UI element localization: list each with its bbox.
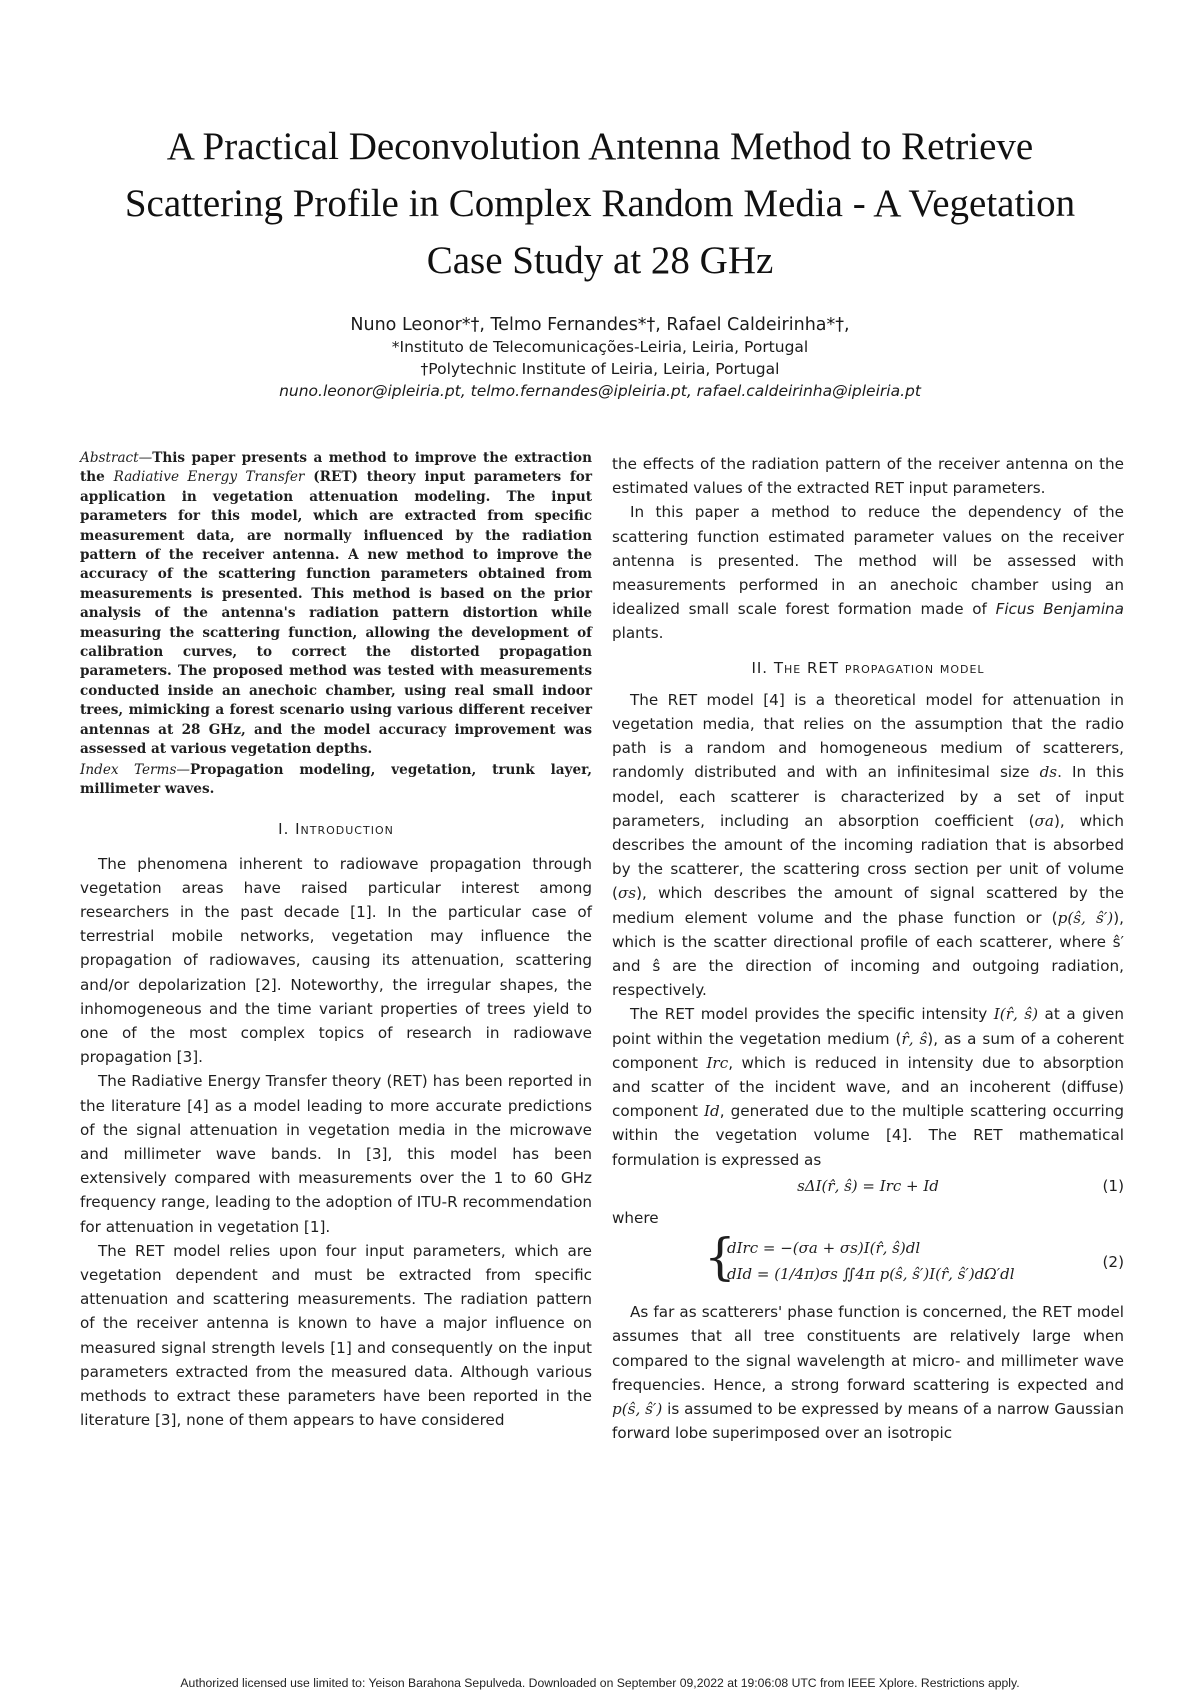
ret-p1-e: ), which is the scatter directional profile of each scatterer, where ŝ′ and ŝ are the direction of incoming and outgoing radiation, respectively. (612, 908, 1124, 1000)
abstract-ital: Radiative Energy Transfer (113, 469, 305, 486)
ret-p2-a: The RET model provides the specific intensity (630, 1005, 994, 1024)
intro-paragraph-4 (612, 500, 1124, 645)
abstract (80, 449, 592, 760)
section-heading-introduction: I. Introduction (278, 820, 394, 839)
ret-p1-sigma-s: σs (617, 884, 637, 903)
intro-paragraph-2: The Radiative Energy Transfer theory (RET) has been reported in the literature [4] as a model leading to more accurate predictions of the signal attenuation in vegetation media in the microwave and millimeter wave bands. In [3], this model has been extensively compared with measurements over the 1 to 60 GHz frequency range, leading to the adoption of ITU-R recommendation for attenuation in vegetation [1]. (80, 1072, 592, 1236)
affiliation-2: †Polytechnic Institute of Leiria, Leiria, Portugal (420, 360, 780, 378)
ret-p1-b: . In this model, each scatterer is characterized by a set of input parameters, including an absorption coefficient ( (612, 763, 1124, 830)
affiliation-1: *Instituto de Telecomunicações-Leiria, Leiria, Portugal (391, 338, 809, 356)
ret-p2-intensity: I(r̂, ŝ) (993, 1005, 1039, 1024)
ret-p1-a: The RET model [4] is a theoretical model for attenuation in vegetation media, that relies on the assumption that the radio path is a random and homogeneous medium of scatterers, randomly distributed and with an infinitesimal size (612, 690, 1124, 782)
ret-p2-rs: r̂, ŝ (901, 1029, 928, 1048)
equation-2 (612, 1228, 1124, 1292)
index-terms-label: Index Terms— (80, 761, 191, 778)
equation-1-number: (1) (1102, 1176, 1124, 1195)
index-terms-text: Propagation modeling, vegetation, trunk layer, millimeter waves. (80, 761, 592, 797)
equation-2-line-1: dIrc = −(σa + σs)I(r̂, ŝ)dl (727, 1239, 921, 1258)
intro-p4-species: Ficus Benjamina (995, 600, 1124, 619)
ret-p2-id: Id (703, 1102, 720, 1121)
intro-paragraph-1: The phenomena inherent to radiowave propagation through vegetation areas have raised particular interest among researchers in the past decade [1]. In the particular case of terrestrial mobile networks, vegetation may influence the propagation of radiowaves, causing its attenuation, scattering and/or depolarization [2]. Noteworthy, the irregular shapes, the inhomogeneous and the time variant properties of trees yield to one of the most complex topics of research in radiowave propagation [3]. (80, 854, 592, 1067)
ret-p2-irc: Irc (706, 1053, 729, 1072)
author-names: Nuno Leonor*†, Telmo Fernandes*†, Rafael Caldeirinha*†, (350, 315, 850, 335)
equation-1 (612, 1174, 1124, 1204)
ret-p2-b: at a given point within the vegetation medium ( (612, 1005, 1125, 1048)
ret-paragraph-3 (612, 1300, 1124, 1445)
license-footer: Authorized licensed use limited to: Yeison Barahona Sepulveda. Downloaded on September 09,2022 at 19:06:08 UTC from IEEE Xplore. Restrictions apply. (180, 1676, 1020, 1690)
ret-p2-d: , which is reduced in intensity due to absorption and scatter of the incident wave, and an incoherent (diffuse) component (612, 1053, 1125, 1121)
where-label: where (612, 1208, 659, 1227)
paper-title: A Practical Deconvolution Antenna Method to Retrieve Scattering Profile in Complex Random Media - A Vegetation Case Study at 28 GHz (124, 125, 1076, 282)
ret-p1-sigma-a: σa (1034, 811, 1054, 830)
ret-p3-b: is assumed to be expressed by means of a narrow Gaussian forward lobe superimposed over an isotropic (612, 1399, 1124, 1443)
ret-p2-e: , generated due to the multiple scattering occurring within the vegetation volume [4]. The RET mathematical formulation is expressed as (612, 1102, 1124, 1169)
right-column (612, 452, 1124, 1445)
ret-p1-d: ), which describes the amount of signal scattered by the medium element volume and the phase function or ( (612, 884, 1124, 927)
author-block (90, 314, 1110, 402)
abstract-text-1: This paper presents a method to improve the extraction the (80, 450, 592, 486)
intro-paragraph-3: The RET model relies upon four input parameters, which are vegetation dependent and must be extracted from specific attenuation and scattering measurements. The radiation pattern of the receiver antenna is known to have a major influence on measured signal strength levels [1] and consequently on the input parameters extracted from the measured data. Although various methods to extract these parameters have been reported in the literature [3], none of them appears to have considered (80, 1241, 592, 1430)
equation-1-expr: sΔI(r̂, ŝ) = Irc + Id (797, 1176, 939, 1195)
ret-p3-a: As far as scatterers' phase function is concerned, the RET model assumes that all tree constituents are relatively large when compared to the signal wavelength at micro- and millimeter wave frequencies. Hence, a strong forward scattering is expected and (612, 1303, 1124, 1394)
equation-2-number: (2) (1102, 1253, 1124, 1272)
intro-p4-text: In this paper a method to reduce the dependency of the scattering function estimated parameter values on the receiver antenna is presented. The method will be assessed with measurements performed in an anechoic chamber using an idealized small scale forest formation made of (612, 503, 1124, 619)
equation-2-line-2: dId = (1/4π)σs ∬4π p(ŝ, ŝ′)I(r̂, ŝ′)dΩ′dl (727, 1265, 1015, 1284)
index-terms (80, 761, 592, 800)
abstract-label: Abstract— (80, 450, 153, 466)
ret-paragraph-1 (612, 688, 1124, 1003)
ret-p3-phase: p(ŝ, ŝ′) (612, 1399, 663, 1418)
intro-p4-end: plants. (612, 624, 664, 643)
ret-p1-ds: ds (1039, 763, 1058, 782)
equation-2-brace: { (704, 1228, 736, 1287)
left-column (80, 449, 592, 1432)
author-emails: nuno.leonor@ipleiria.pt, telmo.fernandes@ipleiria.pt, rafael.caldeirinha@ipleiria.pt (279, 382, 921, 400)
ret-p2-c: ), as a sum of a coherent component (612, 1029, 1124, 1072)
abstract-text-2: (RET) theory input parameters for application in vegetation attenuation modeling. The input parameters for this model, which are extracted from specific measurement data, are normally influenced by the radiation pattern of the receiver antenna. A new method to improve the accuracy of the scattering function parameters obtained from measurements is presented. This method is based on the prior analysis of the antenna's radiation pattern distortion while measuring the scattering function, allowing the development of calibration curves, to correct the distorted propagation parameters. The proposed method was tested with measurements conducted inside an anechoic chamber, using real small indoor trees, mimicking a forest scenario using various different receiver antennas at 28 GHz, and the model accuracy improvement was assessed at various vegetation depths. (80, 469, 593, 758)
ret-paragraph-2 (612, 1002, 1124, 1171)
section-heading-ret-model: II. The RET propagation model (751, 658, 985, 677)
intro-paragraph-3-cont: the effects of the radiation pattern of the receiver antenna on the estimated values of the extracted RET input parameters. (612, 455, 1124, 498)
ret-p1-c: ), which describes the amount of the incoming radiation that is absorbed by the scatterer, the scattering cross section per unit of volume ( (612, 811, 1125, 903)
ret-p1-phase: p(ŝ, ŝ′) (1057, 908, 1114, 927)
